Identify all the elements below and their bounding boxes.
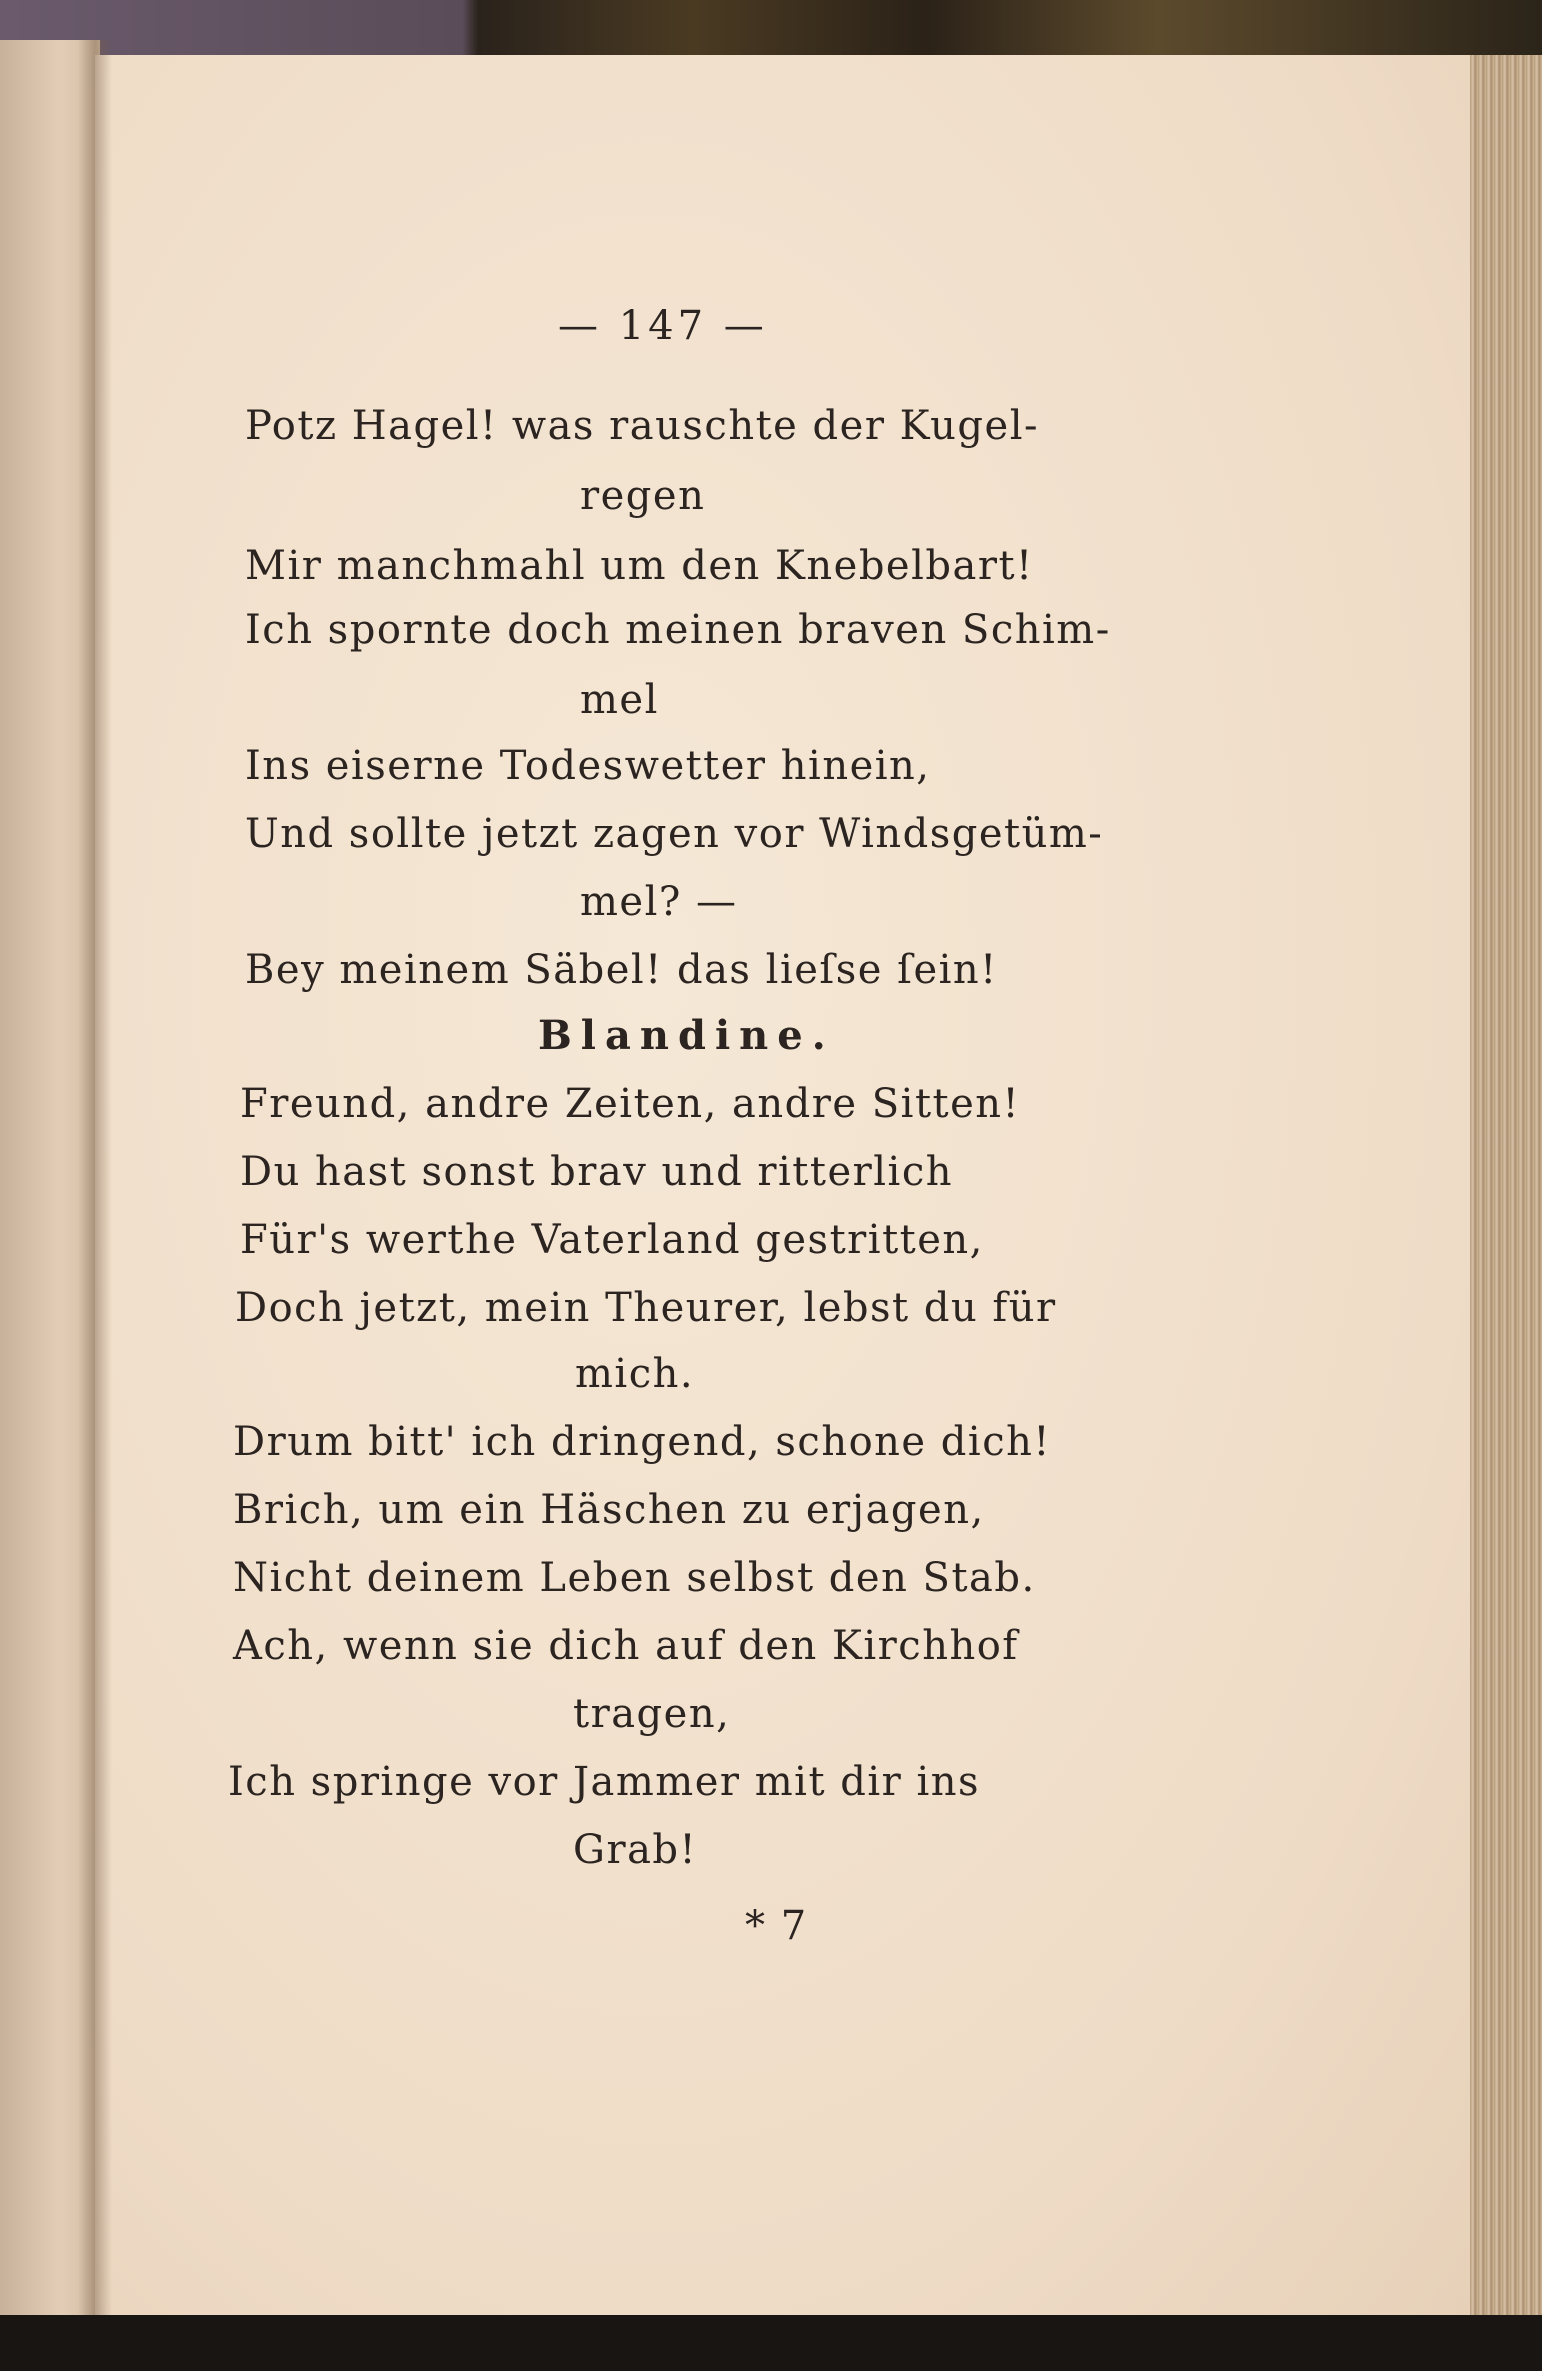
text-line-13: Für's werthe Vaterland gestritten, (240, 1217, 984, 1263)
text-line-18: Nicht deinem Leben selbst den Stab. (233, 1555, 1036, 1601)
text-line-14: Doch jetzt, mein Theurer, lebst du für (235, 1285, 1057, 1331)
speaker-name: Blandine. (538, 1012, 835, 1059)
text-line-21: Ich springe vor Jammer mit dir ins (228, 1759, 981, 1805)
text-line-19: Ach, wenn sie dich auf den Kirchhof (233, 1623, 1019, 1669)
page-number: — 147 — (558, 303, 768, 349)
signature-mark: * 7 (745, 1903, 808, 1949)
text-line-3: Mir manchmahl um den Knebelbart! (245, 543, 1034, 589)
text-line-11: Freund, andre Zeiten, andre Sitten! (240, 1081, 1021, 1127)
text-line-4: Ich spornte doch meinen braven Schim- (245, 607, 1111, 653)
text-line-15: mich. (575, 1351, 695, 1397)
text-line-20: tragen, (573, 1691, 731, 1737)
text-line-1: Potz Hagel! was rauschte der Kugel- (245, 403, 1040, 449)
text-line-6: Ins eiserne Todeswetter hinein, (245, 743, 931, 789)
text-line-22: Grab! (573, 1827, 698, 1873)
text-line-16: Drum bitt' ich dringend, schone dich! (233, 1419, 1051, 1465)
text-line-7: Und sollte jetzt zagen vor Windsgetüm- (245, 811, 1104, 857)
text-line-8: mel? — (580, 879, 738, 925)
text-line-5: mel (580, 677, 659, 723)
text-line-9: Bey meinem Säbel! das lieſse ſein! (245, 947, 998, 993)
text-line-12: Du hast sonst brav und ritterlich (240, 1149, 953, 1195)
text-line-2: regen (580, 473, 706, 519)
text-line-17: Brich, um ein Häschen zu erjagen, (233, 1487, 985, 1533)
